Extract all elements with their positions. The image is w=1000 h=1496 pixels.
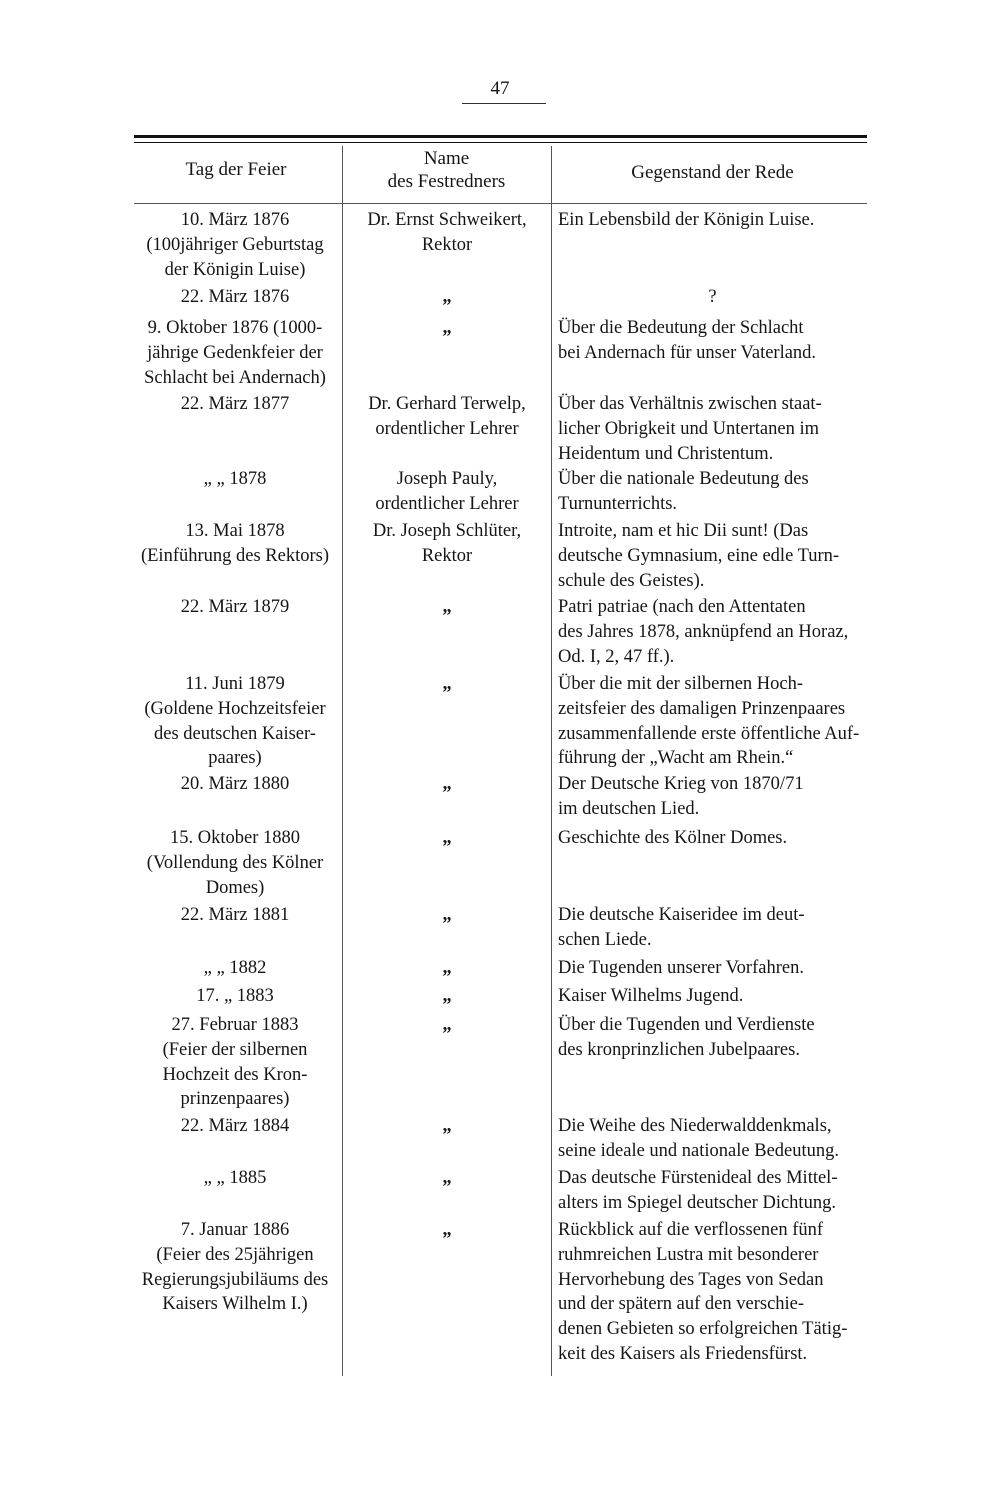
cell-line: Über die mit der silbernen Hoch-	[558, 674, 804, 694]
cell-line: 22. März 1879	[180, 597, 290, 617]
cell-line: ?	[708, 287, 717, 307]
cell-line: Schlacht bei Andernach)	[144, 367, 326, 388]
cell-line: führung der „Wacht am Rhein.“	[558, 748, 794, 769]
cell-date	[132, 1114, 338, 1139]
cell-line: der Königin Luise)	[164, 259, 306, 280]
cell-speaker	[343, 772, 551, 797]
cell-date	[132, 984, 338, 1009]
cell-line: (Goldene Hochzeitsfeier	[144, 698, 326, 719]
cell-line: Kaiser Wilhelms Jugend.	[558, 986, 744, 1006]
cell-line: Dr. Gerhard Terwelp,	[368, 394, 526, 414]
cell-line: Rektor	[421, 234, 473, 255]
cell-date	[132, 1218, 338, 1317]
cell-line: Regierungsjubiläums des	[141, 1269, 329, 1290]
cell-date	[132, 956, 338, 981]
cell-speaker	[343, 1013, 551, 1038]
cell-date	[132, 285, 338, 310]
cell-line: „	[442, 287, 452, 307]
cell-line: „ „ 1878	[203, 469, 267, 489]
cell-speaker	[343, 595, 551, 620]
cell-line: „	[442, 1015, 452, 1035]
cell-line: Die Weihe des Niederwalddenkmals,	[558, 1116, 832, 1136]
cell-line: Heidentum und Christentum.	[558, 443, 774, 464]
cell-topic	[558, 903, 867, 953]
cell-topic	[558, 956, 867, 981]
cell-line: zusammenfallende erste öffentliche Auf-	[558, 723, 860, 744]
cell-topic	[558, 285, 867, 310]
cell-line: 13. Mai 1878	[185, 521, 285, 541]
cell-line: Dr. Joseph Schlüter,	[372, 521, 522, 541]
cell-date	[132, 1013, 338, 1112]
cell-line: bei Andernach für unser Vaterland.	[558, 342, 817, 363]
cell-line: und der spätern auf den verschie-	[558, 1294, 805, 1315]
cell-line: „	[442, 958, 452, 978]
cell-line: Die deutsche Kaiseridee im deut-	[558, 905, 805, 925]
header-date: Tag der Feier	[185, 159, 287, 180]
cell-line: 17. „ 1883	[196, 986, 274, 1006]
cell-line: „	[442, 774, 452, 794]
cell-topic	[558, 1218, 867, 1367]
cell-topic	[558, 1166, 867, 1216]
cell-speaker	[343, 285, 551, 310]
page-number: 47	[490, 78, 510, 99]
cell-line: ordentlicher Lehrer	[375, 493, 519, 514]
cell-line: Die Tugenden unserer Vorfahren.	[558, 958, 804, 978]
cell-line: ordentlicher Lehrer	[375, 418, 519, 439]
cell-line: Rektor	[421, 545, 473, 566]
cell-line: „ „ 1882	[203, 958, 267, 978]
cell-topic	[558, 392, 867, 466]
cell-line: seine ideale und nationale Bedeutung.	[558, 1140, 840, 1161]
cell-line: alters im Spiegel deutscher Dichtung.	[558, 1192, 836, 1213]
cell-topic	[558, 595, 867, 669]
cell-line: Rückblick auf die verflossenen fünf	[558, 1220, 824, 1240]
cell-line: „	[442, 597, 452, 617]
cell-line: „	[442, 828, 452, 848]
cell-line: (100jähriger Geburtstag	[146, 234, 324, 255]
cell-line: „	[442, 1116, 452, 1136]
cell-speaker	[343, 1114, 551, 1139]
cell-line: Über die Bedeutung der Schlacht	[558, 318, 804, 338]
cell-date	[132, 772, 338, 797]
cell-speaker	[343, 826, 551, 851]
cell-line: Das deutsche Fürstenideal des Mittel-	[558, 1168, 838, 1188]
cell-topic	[558, 984, 867, 1009]
cell-line: Ein Lebensbild der Königin Luise.	[558, 210, 815, 230]
cell-date	[132, 316, 338, 390]
header-speaker-line2: des Festredners	[387, 171, 506, 192]
cell-topic	[558, 1114, 867, 1164]
cell-topic	[558, 316, 867, 366]
cell-line: 22. März 1877	[180, 394, 290, 414]
cell-speaker	[343, 316, 551, 341]
cell-speaker	[343, 392, 551, 442]
cell-line: Über die Tugenden und Verdienste	[558, 1015, 815, 1035]
cell-topic	[558, 1013, 867, 1063]
cell-line: 27. Februar 1883	[171, 1015, 299, 1035]
cell-speaker	[343, 956, 551, 981]
cell-topic	[558, 672, 867, 771]
cell-line: Introite, nam et hic Dii sunt! (Das	[558, 521, 809, 541]
cell-topic	[558, 772, 867, 822]
cell-line: des deutschen Kaiser-	[154, 723, 316, 744]
cell-line: 22. März 1876	[180, 287, 290, 307]
cell-topic	[558, 467, 867, 517]
cell-line: jährige Gedenkfeier der	[147, 342, 323, 363]
cell-line: keit des Kaisers als Friedensfürst.	[558, 1343, 808, 1364]
cell-date	[132, 467, 338, 492]
cell-line: „	[442, 1168, 452, 1188]
cell-line: (Vollendung des Kölner	[146, 852, 324, 873]
cell-date	[132, 1166, 338, 1191]
cell-line: prinzenpaares)	[180, 1089, 290, 1110]
cell-line: 22. März 1884	[180, 1116, 290, 1136]
cell-line: 10. März 1876	[180, 210, 290, 230]
cell-line: Turnunterrichts.	[558, 493, 678, 514]
cell-line: 15. Oktober 1880	[170, 828, 300, 848]
cell-line: „	[442, 1220, 452, 1240]
cell-speaker	[343, 903, 551, 928]
header-bottom-rule	[134, 203, 867, 204]
cell-speaker	[343, 984, 551, 1009]
cell-speaker	[343, 208, 551, 258]
cell-line: „	[442, 318, 452, 338]
cell-speaker	[343, 1218, 551, 1243]
cell-line: 9. Oktober 1876 (1000-	[147, 318, 323, 338]
cell-line: Über das Verhältnis zwischen staat-	[558, 394, 822, 414]
cell-line: 11. Juni 1879	[185, 674, 285, 694]
cell-line: Hochzeit des Kron-	[162, 1064, 308, 1085]
table-top-rule-thin	[134, 142, 867, 143]
cell-topic	[558, 826, 867, 851]
cell-line: (Feier des 25jährigen	[156, 1244, 314, 1265]
cell-speaker	[343, 467, 551, 517]
cell-line: Geschichte des Kölner Domes.	[558, 828, 788, 848]
cell-line: Patri patriae (nach den Attentaten	[558, 597, 806, 617]
cell-topic	[558, 519, 867, 593]
header-speaker	[342, 147, 551, 193]
cell-line: denen Gebieten so erfolgreichen Tätig-	[558, 1319, 848, 1340]
cell-line: 20. März 1880	[180, 774, 290, 794]
header-speaker-line1: Name	[423, 148, 470, 169]
cell-date	[132, 903, 338, 928]
cell-line: 22. März 1881	[180, 905, 290, 925]
cell-line: schen Liede.	[558, 929, 652, 950]
page-number-rule	[462, 103, 546, 104]
cell-line: „	[442, 986, 452, 1006]
column-divider-2	[551, 146, 552, 1376]
cell-date	[132, 595, 338, 620]
cell-line: im deutschen Lied.	[558, 798, 700, 819]
cell-line: licher Obrigkeit und Untertanen im	[558, 418, 819, 439]
cell-line: deutsche Gymnasium, eine edle Turn-	[558, 545, 840, 566]
cell-date	[132, 392, 338, 417]
cell-line: Hervorhebung des Tages von Sedan	[558, 1269, 824, 1290]
cell-line: Kaisers Wilhelm I.)	[162, 1294, 308, 1315]
cell-line: (Feier der silbernen	[162, 1039, 308, 1060]
cell-speaker	[343, 519, 551, 569]
cell-line: Über die nationale Bedeutung des	[558, 469, 809, 489]
cell-line: (Einführung des Rektors)	[140, 545, 330, 566]
cell-speaker	[343, 1166, 551, 1191]
cell-line: des kronprinzlichen Jubelpaares.	[558, 1039, 800, 1060]
cell-line: paares)	[208, 748, 262, 769]
cell-line: zeitsfeier des damaligen Prinzenpaares	[558, 698, 846, 719]
cell-line: Dr. Ernst Schweikert,	[367, 210, 527, 230]
cell-line: „	[442, 905, 452, 925]
cell-date	[132, 672, 338, 771]
cell-line: Der Deutsche Krieg von 1870/71	[558, 774, 804, 794]
cell-line: des Jahres 1878, anknüpfend an Horaz,	[558, 621, 849, 642]
cell-date	[132, 519, 338, 569]
header-topic: Gegenstand der Rede	[631, 162, 794, 183]
cell-line: schule des Geistes).	[558, 570, 705, 591]
cell-speaker	[343, 672, 551, 697]
cell-topic	[558, 208, 867, 233]
cell-line: Domes)	[205, 877, 265, 898]
cell-date	[132, 826, 338, 900]
cell-line: „	[442, 674, 452, 694]
cell-line: Joseph Pauly,	[396, 469, 498, 489]
cell-line: 7. Januar 1886	[180, 1220, 290, 1240]
cell-line: „ „ 1885	[203, 1168, 267, 1188]
cell-line: Od. I, 2, 47 ff.).	[558, 646, 675, 667]
cell-date	[132, 208, 338, 282]
table-top-rule-thick	[134, 135, 867, 138]
cell-line: ruhmreichen Lustra mit besonderer	[558, 1244, 819, 1265]
